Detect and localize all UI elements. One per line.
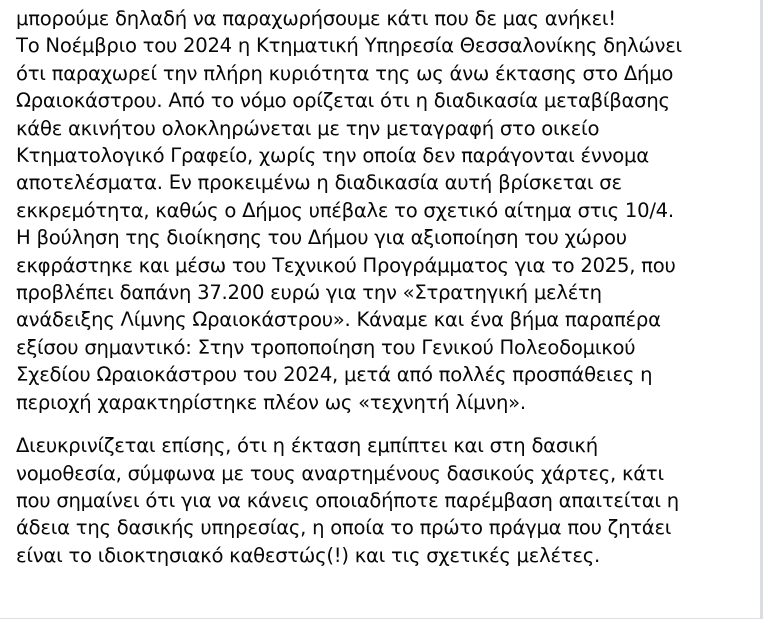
text-line: Το Νοέμβριο του 2024 η Κτηματική Υπηρεσία Θεσσαλονίκης δηλώνει xyxy=(16,34,682,58)
text-line: εκκρεμότητα, καθώς ο Δήμος υπέβαλε το σχετικό αίτημα στις 10/4. xyxy=(16,198,674,222)
text-line: εκφράστηκε και μέσω του Τεχνικού Προγράμματος για το 2025, που xyxy=(16,253,676,277)
text-line: που σημαίνει ότι για να κάνεις οποιαδήποτε παρέμβαση απαιτείται η xyxy=(16,488,679,512)
text-line: ότι παραχωρεί την πλήρη κυριότητα της ως άνω έκτασης στο Δήμο xyxy=(16,61,674,85)
text-line: Ωραιοκάστρου. Από το νόμο ορίζεται ότι η διαδικασία μεταβίβασης xyxy=(16,89,670,113)
text-line: Κτηματολογικό Γραφείο, χωρίς την οποία δεν παράγονται έννομα xyxy=(16,144,649,168)
text-line: νομοθεσία, σύμφωνα με τους αναρτημένους δασικούς χάρτες, κάτι xyxy=(16,461,664,485)
post-text xyxy=(16,5,736,569)
text-line: είναι το ιδιοκτησιακό καθεστώς(!) και τις σχετικές μελέτες. xyxy=(16,543,600,567)
text-line: προβλέπει δαπάνη 37.200 ευρώ για την «Στρατηγική μελέτη xyxy=(16,281,602,305)
text-line: Η βούληση της διοίκησης του Δήμου για αξιοποίηση του χώρου xyxy=(16,226,627,250)
paragraph-2 xyxy=(16,432,736,569)
text-line: ανάδειξης Λίμνης Ωραιοκάστρου». Κάναμε και ένα βήμα παραπέρα xyxy=(16,308,661,332)
paragraph-1 xyxy=(16,5,736,416)
paragraph-spacer xyxy=(16,416,736,432)
text-line: άδεια της δασικής υπηρεσίας, η οποία το πρώτο πράγμα που ζητάει xyxy=(16,516,672,540)
text-line: εξίσου σημαντικό: Στην τροποποίηση του Γενικού Πολεοδομικού xyxy=(16,335,636,359)
text-line: κάθε ακινήτου ολοκληρώνεται με την μεταγραφή στο οικείο xyxy=(16,116,600,140)
text-line: μπορούμε δηλαδή να παραχωρήσουμε κάτι που δε μας ανήκει! xyxy=(16,7,616,30)
text-line: Διευκρινίζεται επίσης, ότι η έκταση εμπίπτει και στη δασική xyxy=(16,434,598,458)
text-line: περιοχή χαρακτηρίστηκε πλέον ως «τεχνητή λίμνη». xyxy=(16,390,526,414)
text-line: Σχεδίου Ωραιοκάστρου του 2024, μετά από πολλές προσπάθειες η xyxy=(16,363,653,387)
text-line: αποτελέσματα. Εν προκειμένω η διαδικασία αυτή βρίσκεται σε xyxy=(16,171,622,195)
